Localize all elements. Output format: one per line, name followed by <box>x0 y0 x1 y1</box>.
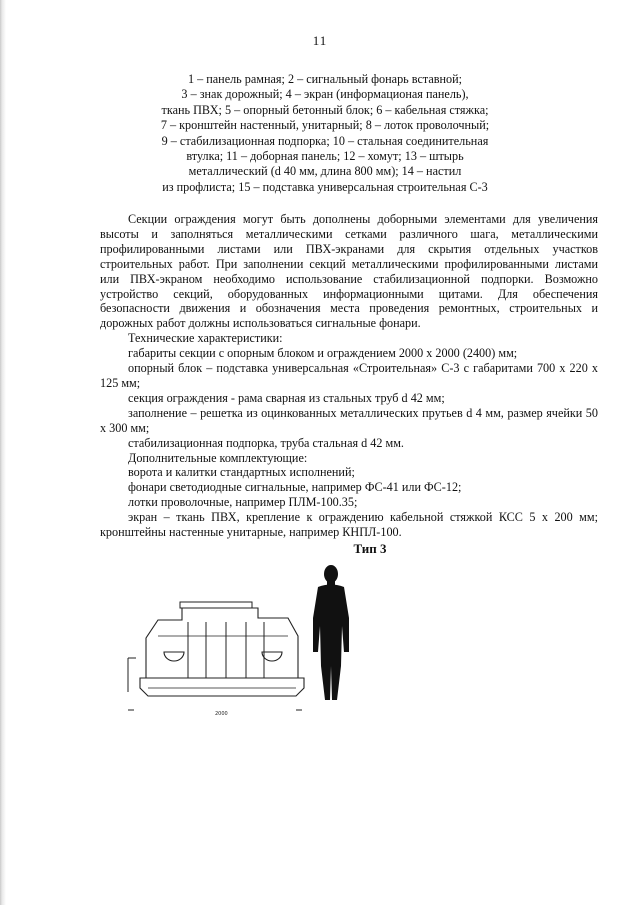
legend-line: 3 – знак дорожный; 4 – экран (информационая панель), <box>181 87 469 102</box>
signal-lamp-icon <box>262 652 282 661</box>
extra-item: экран – ткань ПВХ, крепление к ограждению кабельной стяжкой КСС 5 х 200 мм; кронштейны настенные унитарные, например КНПЛ-100. <box>100 510 598 540</box>
intro-paragraph: Секции ограждения могут быть дополнены доборными элементами для увеличения высоты и заполняться металлическими сетками различного шага, металлическими профилированными листами или ПВХ-экранами для скрытия отдельных участков строительных работ. При заполнении секций металлическими профилированными листами или ПВХ-экраном необходимо использование стабилизационной подпорки. Возможно устройство секций, оборудованных информационными щитами. Для обеспечения безопасности движения и обозначения места проведения ремонтных, строительных и дорожных работ должны использоваться сигнальные фонари. <box>100 212 598 331</box>
signal-lamp-icon <box>164 652 184 661</box>
body-text <box>100 212 598 540</box>
top-rail <box>180 602 252 608</box>
person-silhouette-icon <box>313 565 349 700</box>
spec-item: секция ограждения - рама сварная из стальных труб d 42 мм; <box>128 390 445 405</box>
extras-heading: Дополнительные комплектующие: <box>128 450 308 465</box>
extra-item: фонари светодиодные сигнальные, например ФС-41 или ФС-12; <box>128 480 462 495</box>
page-number: 11 <box>312 33 328 48</box>
fence-panel <box>146 608 298 678</box>
extra-item: ворота и калитки стандартных исполнений; <box>128 465 355 480</box>
fence-drawing <box>118 560 378 725</box>
legend-line: 9 – стабилизационная подпорка; 10 – стальная соединительная <box>161 133 489 148</box>
spec-item: заполнение – решетка из оцинкованных металлических прутьев d 4 мм, размер ячейки 50 х 300 мм; <box>100 405 598 435</box>
scan-edge-shadow <box>0 0 8 905</box>
spec-item: габариты секции с опорным блоком и ограждением 2000 х 2000 (2400) мм; <box>128 346 518 361</box>
legend-line: из профлиста; 15 – подставка универсальная строительная С-3 <box>162 179 488 194</box>
legend-line: ткань ПВХ; 5 – опорный бетонный блок; 6 – кабельная стяжка; <box>161 102 489 117</box>
extra-item: лотки проволочные, например ПЛМ-100.35; <box>128 495 358 510</box>
spec-item: стабилизационная подпорка, труба стальная d 42 мм. <box>128 435 404 450</box>
legend-line: металлический (d 40 мм, длина 800 мм); 14 – настил <box>188 164 462 179</box>
figure-title: Тип 3 <box>353 541 387 556</box>
legend-line: 7 – кронштейн настенный, унитарный; 8 – лоток проволочный; <box>160 118 490 133</box>
legend-line: втулка; 11 – доборная панель; 12 – хомут; 13 – штырь <box>186 149 464 164</box>
figure-legend <box>120 72 530 195</box>
spec-item: опорный блок – подставка универсальная «Строительная» С-3 с габаритами 700 х 220 х 125 мм; <box>100 361 598 390</box>
specs-heading: Технические характеристики: <box>128 331 283 346</box>
legend-line: 1 – панель рамная; 2 – сигнальный фонарь вставной; <box>187 72 463 86</box>
dimension-label: 2000 <box>215 711 228 717</box>
concrete-block <box>140 678 304 696</box>
